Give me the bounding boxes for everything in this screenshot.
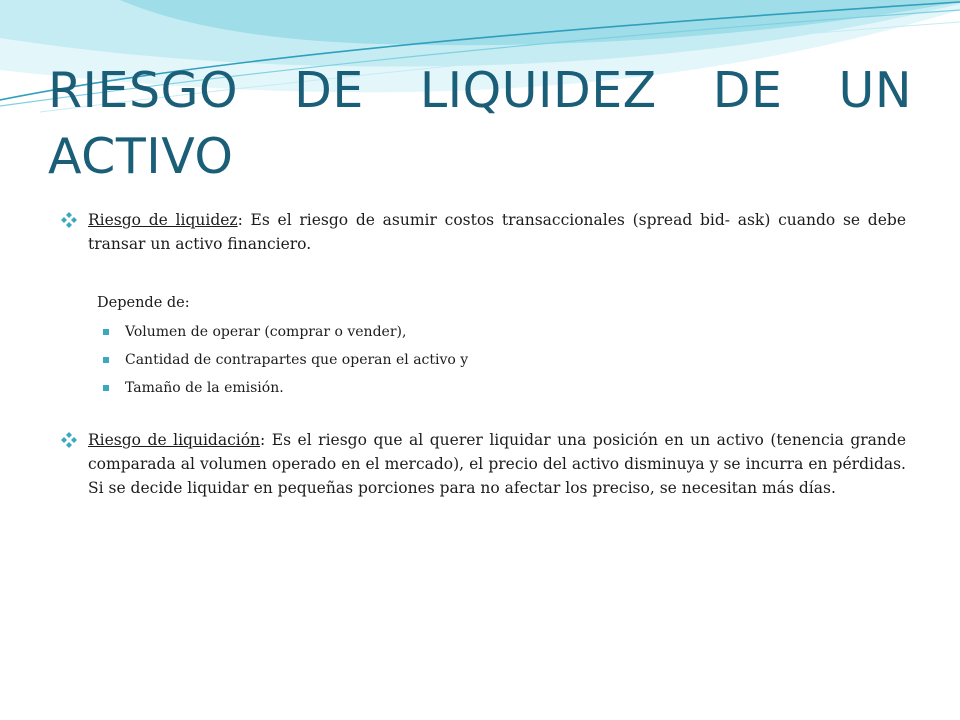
diamond-bullet-icon: [60, 211, 78, 229]
bullet-label: Riesgo de liquidación: [88, 431, 261, 449]
depende-label: Depende de:: [97, 295, 190, 311]
list-item-text: Volumen de operar (comprar o vender),: [125, 324, 407, 340]
bullet-riesgo-liquidez: [60, 208, 906, 256]
slide-title: RIESGO DE LIQUIDEZ DE UN ACTIVO: [48, 62, 912, 185]
list-item-text: Cantidad de contrapartes que operan el activo y: [125, 352, 469, 368]
bullet-riesgo-liquidacion: [60, 428, 906, 500]
bullet-separator: :: [260, 431, 272, 449]
depende-list: [100, 318, 906, 402]
square-bullet-icon: [103, 385, 109, 391]
square-bullet-icon: [103, 329, 109, 335]
bullet-separator: :: [237, 211, 251, 229]
list-item: [100, 318, 906, 346]
slide-body: [60, 208, 906, 500]
bullet-text: Es el riesgo que al querer liquidar una posición en un activo (tenencia grande comparada al volumen operado en el mercado), el precio del activo disminuya y se incurra en pérdidas. Si se decide liquidar en pequeñas porciones para no afectar los preciso, se necesitan más días.: [88, 431, 906, 497]
list-item-text: Tamaño de la emisión.: [125, 380, 284, 396]
list-item: [100, 346, 906, 374]
square-bullet-icon: [103, 357, 109, 363]
bullet-text: Es el riesgo de asumir costos transaccionales (spread bid- ask) cuando se debe transar un activo financiero.: [88, 211, 906, 253]
diamond-bullet-icon: [60, 431, 78, 449]
bullet-label: Riesgo de liquidez: [88, 211, 238, 229]
list-item: [100, 374, 906, 402]
